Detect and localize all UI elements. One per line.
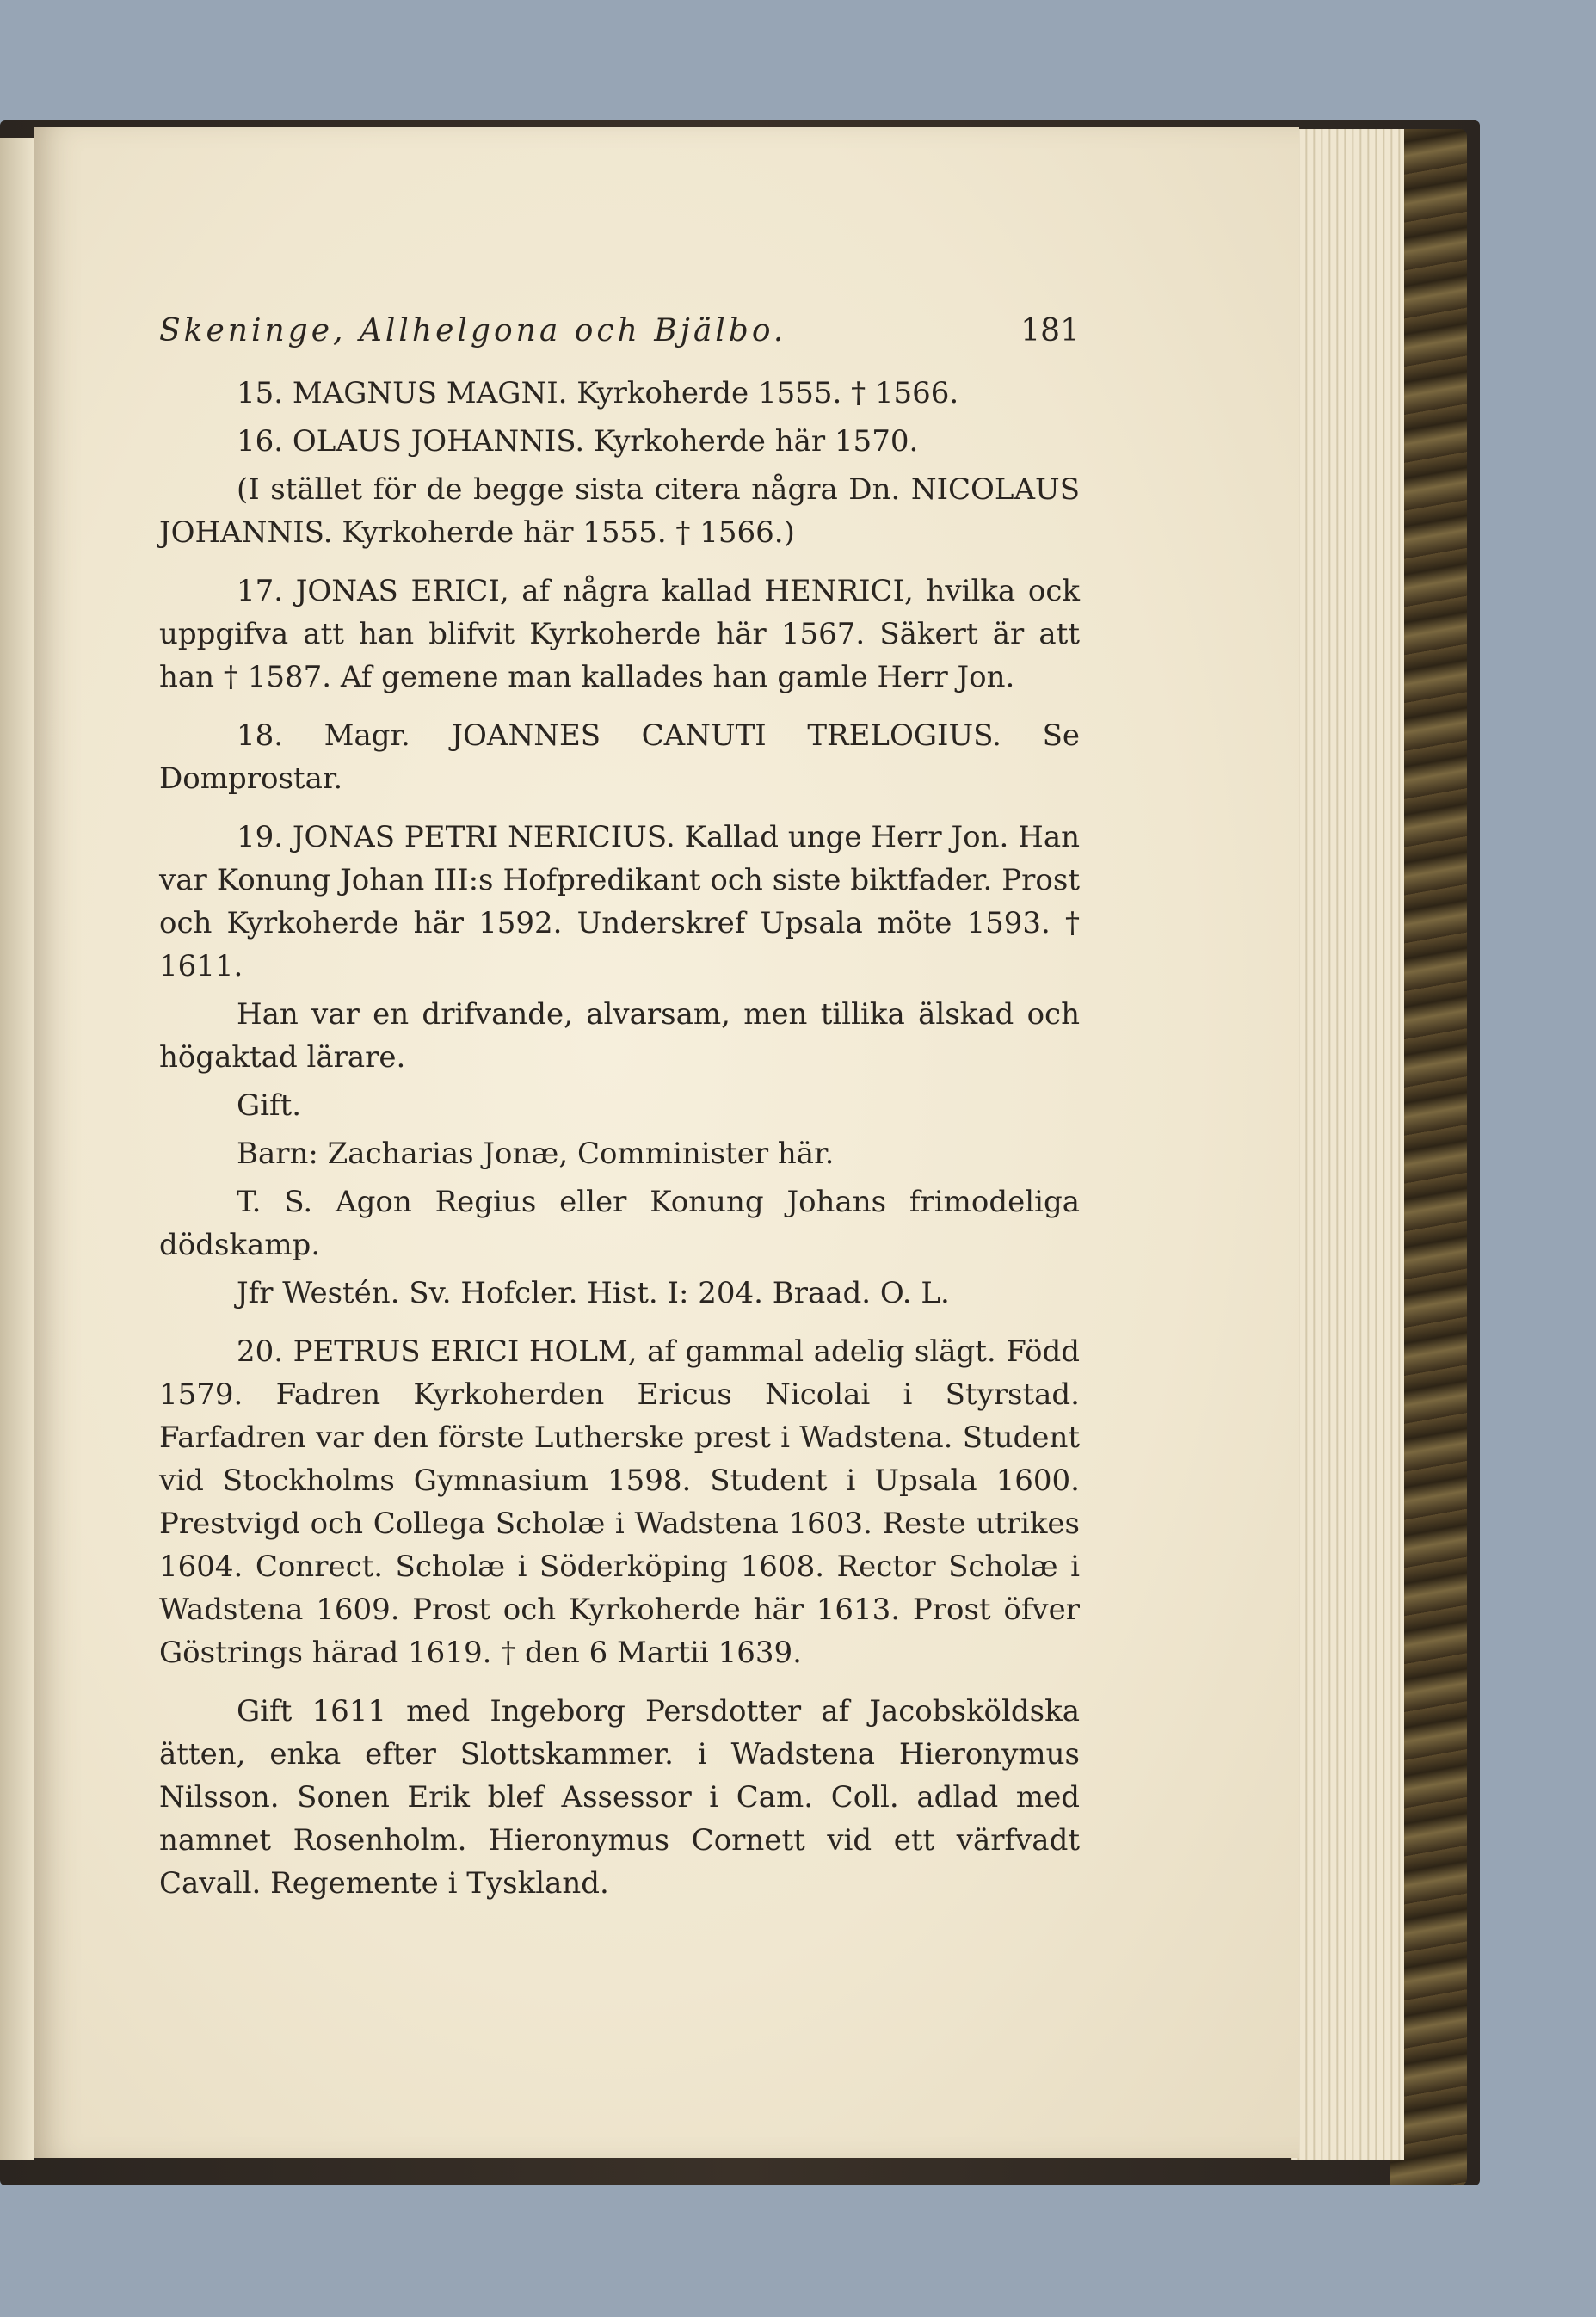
paragraph-20-family: Gift 1611 med Ingeborg Persdotter af Jacobsköldska ätten, enka efter Slottskammer. i Wadstena Hieronymus Nilsson. Sonen Erik blef Assessor i Cam. Coll. adlad med namnet Rosenholm. Hieronymus Cornett vid ett värfvadt Cavall. Regemente i Tyskland. xyxy=(159,1694,1080,1901)
paragraph-19-character: Han var en drifvande, alvarsam, men tillika älskad och högaktad lärare. xyxy=(159,997,1080,1075)
paragraph-19-children: Barn: Zacharias Jonæ, Comminister här. xyxy=(237,1137,835,1171)
paragraph-20: 20. PETRUS ERICI HOLM, af gammal adelig slägt. Född 1579. Fadren Kyrkoherden Ericus Nicolai i Styrstad. Farfadren var den förste Lutherske prest i Wadstena. Student vid Stockholms Gymnasium 1598. Student i Upsala 1600. Prestvigd och Collega Scholæ i Wadstena 1603. Reste utrikes 1604. Conrect. Scholæ i Söderköping 1608. Rector Scholæ i Wadstena 1609. Prost och Kyrkoherde här 1613. Prost öfver Göstrings härad 1619. † den 6 Martii 1639. xyxy=(159,1334,1080,1670)
running-title: Skeninge, Allhelgona och Bjälbo. xyxy=(159,313,787,348)
running-header xyxy=(159,310,1080,353)
paragraph-19-married: Gift. xyxy=(237,1088,302,1123)
paragraph-15: 15. MAGNUS MAGNI. Kyrkoherde 1555. † 1566. xyxy=(237,376,959,410)
paragraph-17: 17. JONAS ERICI, af några kallad HENRICI, hvilka ock uppgifva att han blifvit Kyrkoherde här 1567. Säkert är att han † 1587. Af gemene man kallades han gamle Herr Jon. xyxy=(159,574,1080,694)
paragraph-16-note: (I stället för de begge sista citera några Dn. NICOLAUS JOHANNIS. Kyrkoherde här 1555. † 1566.) xyxy=(159,472,1080,550)
paragraph-19-references: Jfr Westén. Sv. Hofcler. Hist. I: 204. Braad. O. L. xyxy=(237,1276,950,1310)
page-edges xyxy=(1291,129,1404,2160)
paragraph-19: 19. JONAS PETRI NERICIUS. Kallad unge Herr Jon. Han var Konung Johan III:s Hofpredikant och siste biktfader. Prost och Kyrkoherde här 1592. Underskref Upsala möte 1593. † 1611. xyxy=(159,820,1080,983)
paragraph-19-writings: T. S. Agon Regius eller Konung Johans frimodeliga dödskamp. xyxy=(159,1185,1080,1262)
page-number: 181 xyxy=(1020,313,1080,348)
facing-page-edge xyxy=(0,138,34,2160)
paragraph-16: 16. OLAUS JOHANNIS. Kyrkoherde här 1570. xyxy=(237,424,919,459)
page-text xyxy=(159,310,1080,1920)
paragraph-18: 18. Magr. JOANNES CANUTI TRELOGIUS. Se Domprostar. xyxy=(159,718,1080,796)
